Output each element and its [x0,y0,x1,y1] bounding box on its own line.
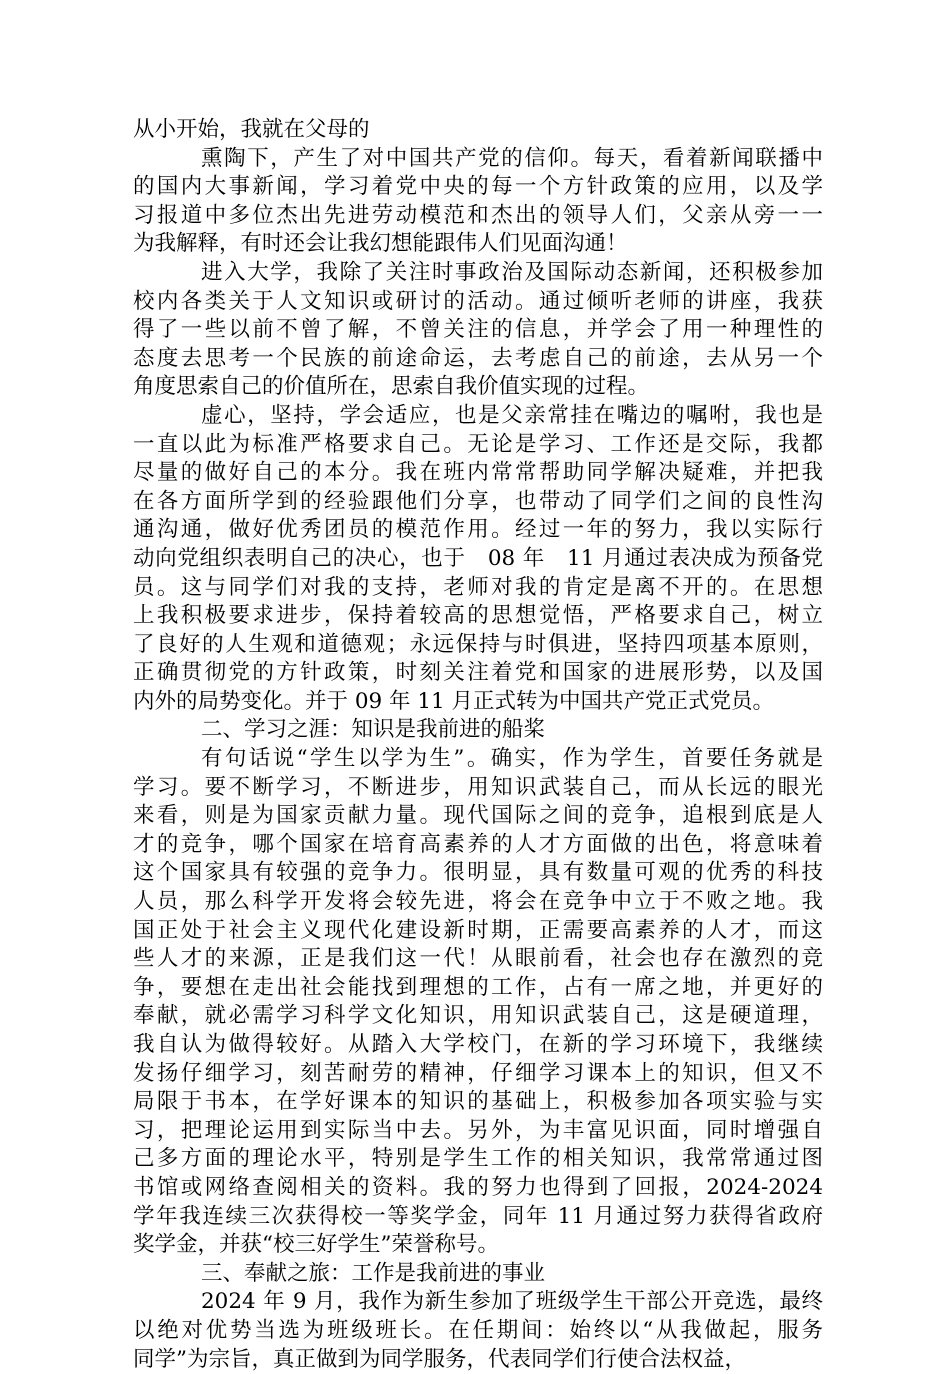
text-line: 奉献，就必需学习科学文化知识，用知识武装自己，这是硬道理， [133,1003,823,1029]
text-line: 熏陶下，产生了对中国共产党的信仰。每天，看着新闻联播中 [201,145,823,171]
text-line: 发扬仔细学习，刻苦耐劳的精神，仔细学习课本上的知识，但又不 [133,1060,823,1086]
text-line: 些人才的来源，正是我们这一代！从眼前看，社会也存在激烈的竞 [133,946,823,972]
text-line: 来看，则是为国家贡献力量。现代国际之间的竞争，追根到底是人 [133,803,823,829]
text-line: 国正处于社会主义现代化建设新时期，正需要高素养的人才，而这 [133,917,823,943]
text-line: 我自认为做得较好。从踏入大学校门，在新的学习环境下，我继续 [133,1032,823,1057]
text-line: 得了一些以前不曾了解，不曾关注的信息，并学会了用一种理性的 [133,317,823,343]
text-line: 尽量的做好自己的本分。我在班内常常帮助同学解决疑难，并把我 [133,460,823,486]
text-line: 为我解释，有时还会让我幻想能跟伟人们见面沟通！ [133,231,628,257]
text-line: 争，要想在走出社会能找到理想的工作，占有一席之地，并更好的 [133,974,823,1000]
document-page [133,116,823,1374]
paragraph [133,259,823,402]
text-line: 态度去思考一个民族的前途命运，去考虑自己的前途，去从另一个 [133,345,823,371]
paragraph [133,1288,823,1374]
text-line: 角度思索自己的价值所在，思索自我价值实现的过程。 [133,374,650,400]
text-line: 了良好的人生观和道德观；永远保持与时俱进，坚持四项基本原则， [133,631,823,657]
section-heading [133,716,823,745]
text-line: 校内各类关于人文知识或研讨的活动。通过倾听老师的讲座，我获 [133,288,823,314]
text-line: 学年我连续三次获得校一等奖学金，同年 11 月通过努力获得省政府 [133,1203,823,1229]
paragraph [133,745,823,1260]
text-line: 同学”为宗旨，真正做到为同学服务，代表同学们行使合法权益， [133,1346,746,1372]
text-line: 通沟通，做好优秀团员的模范作用。经过一年的努力，我以实际行 [133,517,823,543]
text-line: 2024 年 9 月，我作为新生参加了班级学生干部公开竞选，最终 [201,1289,823,1315]
text-line: 这个国家具有较强的竞争力。很明显，具有数量可观的优秀的科技 [133,860,823,886]
paragraph [133,116,823,145]
text-line: 以绝对优势当选为班级班长。在任期间：始终以“从我做起，服务 [133,1317,823,1343]
text-line: 三、奉献之旅：工作是我前进的事业 [201,1260,546,1286]
text-line: 有句话说“学生以学为生”。确实，作为学生，首要任务就是 [201,746,823,772]
text-line: 奖学金，并获“校三好学生”荣誉称号。 [133,1232,499,1258]
paragraph [133,402,823,717]
text-line: 习报道中多位杰出先进劳动模范和杰出的领导人们，父亲从旁一一 [133,202,823,228]
text-line: 员。这与同学们对我的支持，老师对我的肯定是离不开的。在思想 [133,574,823,600]
text-line: 学习。要不断学习，不断进步，用知识武装自己，而从长远的眼光 [133,774,823,800]
text-line: 己多方面的理论水平，特别是学生工作的相关知识，我常常通过图 [133,1146,823,1172]
text-line: 动向党组织表明自己的决心，也于 08 年 11 月通过表决成为预备党 [133,545,823,571]
text-line: 内外的局势变化。并于 09 年 11 月正式转为中国共产党正式党员。 [133,688,775,714]
text-line: 人员，那么科学开发将会较先进，将会在竞争中立于不败之地。我 [133,889,823,915]
text-line: 在各方面所学到的经验跟他们分享，也带动了同学们之间的良性沟 [133,488,823,514]
text-line: 一直以此为标准严格要求自己。无论是学习、工作还是交际，我都 [133,431,823,457]
text-line: 局限于书本，在学好课本的知识的基础上，积极参加各项实验与实 [133,1089,823,1115]
text-line: 进入大学，我除了关注时事政治及国际动态新闻，还积极参加 [201,259,823,285]
text-line: 习，把理论运用到实际当中去。另外，为丰富见识面，同时增强自 [133,1117,823,1143]
text-line: 书馆或网络查阅相关的资料。我的努力也得到了回报，2024-2024 [133,1174,823,1200]
section-heading [133,1260,823,1289]
text-line: 虚心，坚持，学会适应，也是父亲常挂在嘴边的嘱咐，我也是 [201,402,823,428]
text-line: 正确贯彻党的方针政策，时刻关注着党和国家的进展形势，以及国 [133,660,823,686]
text-line: 才的竞争，哪个国家在培育高素养的人才方面做的出色，将意味着 [133,831,823,857]
text-line: 上我积极要求进步，保持着较高的思想觉悟，严格要求自己，树立 [133,603,823,629]
text-line: 二、学习之涯：知识是我前进的船桨 [201,717,546,743]
text-line: 的国内大事新闻，学习着党中央的每一个方针政策的应用，以及学 [133,174,823,200]
paragraph [133,145,823,259]
text-line: 从小开始，我就在父母的 [133,117,370,142]
